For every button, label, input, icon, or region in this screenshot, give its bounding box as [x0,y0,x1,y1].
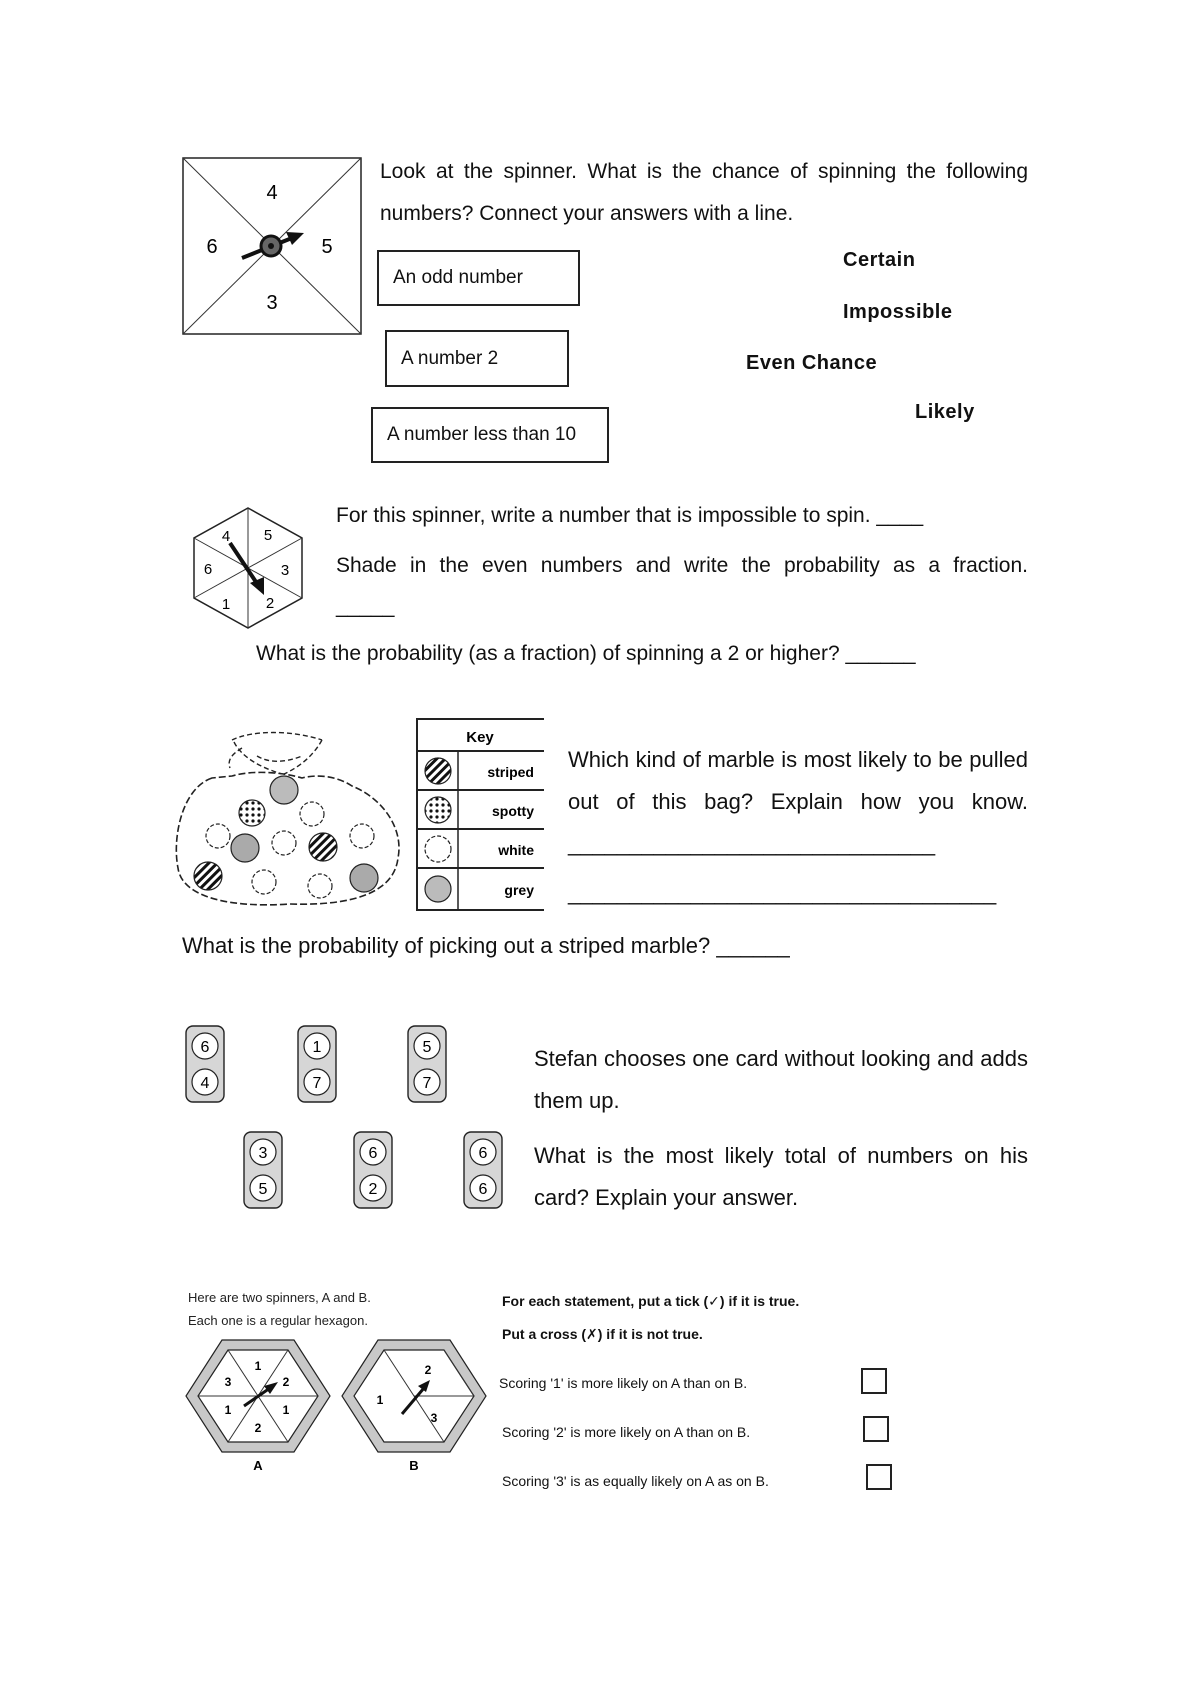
card-number: 5 [422,1039,432,1056]
q2-line2-blank[interactable]: _____ [336,595,395,618]
q4-text1: Stefan chooses one card without looking and adds them up. [534,1046,1028,1113]
option-number-2[interactable]: A number 2 [385,330,569,387]
spinner-number: 3 [266,292,278,314]
option-odd-number[interactable]: An odd number [377,250,580,306]
hex-number: 2 [265,595,275,612]
spinner-a-number: 3 [224,1375,232,1389]
word-likely[interactable]: Likely [915,401,975,423]
card-number: 7 [312,1075,322,1092]
spinner-b-number: 1 [376,1393,384,1407]
spinner-b-label: B [409,1458,419,1473]
key-label-striped: striped [487,764,534,780]
spinner-number: 6 [206,236,218,258]
spinner-a-number: 2 [282,1375,290,1389]
q2-line2: Shade in the even numbers and write the probability as a fraction. [336,554,1028,577]
card-number: 6 [478,1181,488,1198]
key-label-grey: grey [504,882,534,898]
spinner-a-number: 1 [282,1403,290,1417]
hexagon-spinners-a-b [184,1336,502,1476]
card-number: 6 [368,1145,378,1162]
key-label-white: white [498,842,534,858]
statement-1-checkbox[interactable] [861,1368,887,1394]
q2-line3: What is the probability (as a fraction) of spinning a 2 or higher? ______ [256,642,916,665]
q5-instruction1: For each statement, put a tick (✓) if it is true. [502,1293,800,1309]
statement-2: Scoring '2' is more likely on A than on B. [502,1424,751,1440]
statement-3-checkbox[interactable] [866,1464,892,1490]
spinner-a-number: 1 [254,1359,262,1373]
card-number: 6 [478,1145,488,1162]
card-number: 1 [312,1039,322,1056]
hex-number: 6 [203,561,213,578]
hex-number: 5 [263,527,273,544]
statement-3: Scoring '3' is as equally likely on A as on B. [502,1473,769,1489]
q4-text2: What is the most likely total of numbers on his card? Explain your answer. [534,1143,1028,1210]
spinner-number: 4 [266,182,278,204]
spinner-b [342,1340,486,1473]
spinner-a-label: A [253,1458,263,1473]
hex-number: 1 [221,596,231,613]
q5-instruction2: Put a cross (✗) if it is not true. [502,1326,703,1342]
marble-key [416,718,544,912]
statement-2-checkbox[interactable] [863,1416,889,1442]
q3-probability-question: What is the probability of picking out a striped marble? ______ [182,933,790,958]
word-even-chance[interactable]: Even Chance [746,352,878,374]
hex-number: 3 [280,562,290,579]
statement-1: Scoring '1' is more likely on A than on B. [499,1375,748,1391]
q3-answer-line[interactable]: ___________________________________ [568,880,997,905]
key-label-spotty: spotty [492,803,534,819]
spinner-a-number: 2 [254,1421,262,1435]
q5-intro2: Each one is a regular hexagon. [188,1313,368,1328]
card-number: 4 [200,1075,210,1092]
word-impossible[interactable]: Impossible [843,301,953,323]
key-title: Key [466,729,494,746]
spinner-a [186,1340,330,1473]
card-number: 7 [422,1075,432,1092]
marble-bag [172,728,404,910]
spinner-b-number: 3 [430,1411,438,1425]
q2-line1: For this spinner, write a number that is impossible to spin. ____ [336,504,924,527]
word-certain[interactable]: Certain [843,249,916,271]
spinner-number: 5 [321,236,333,258]
card-number: 2 [368,1181,378,1198]
card-number: 6 [200,1039,210,1056]
number-cards [180,1020,520,1216]
card-number: 5 [258,1181,268,1198]
q3-question: Which kind of marble is most likely to be pulled out of this bag? Explain how you know. ______________________________ [568,747,1028,856]
option-less-than-10[interactable]: A number less than 10 [371,407,609,463]
square-spinner [182,157,364,337]
spinner-b-number: 2 [424,1363,432,1377]
spinner-a-number: 1 [224,1403,232,1417]
hex-number: 4 [221,528,231,545]
hexagon-spinner [188,505,308,631]
card-number: 3 [258,1145,268,1162]
q1-instruction: Look at the spinner. What is the chance of spinning the following numbers? Connect your answers with a line. [380,160,1028,225]
q5-intro1: Here are two spinners, A and B. [188,1290,371,1305]
